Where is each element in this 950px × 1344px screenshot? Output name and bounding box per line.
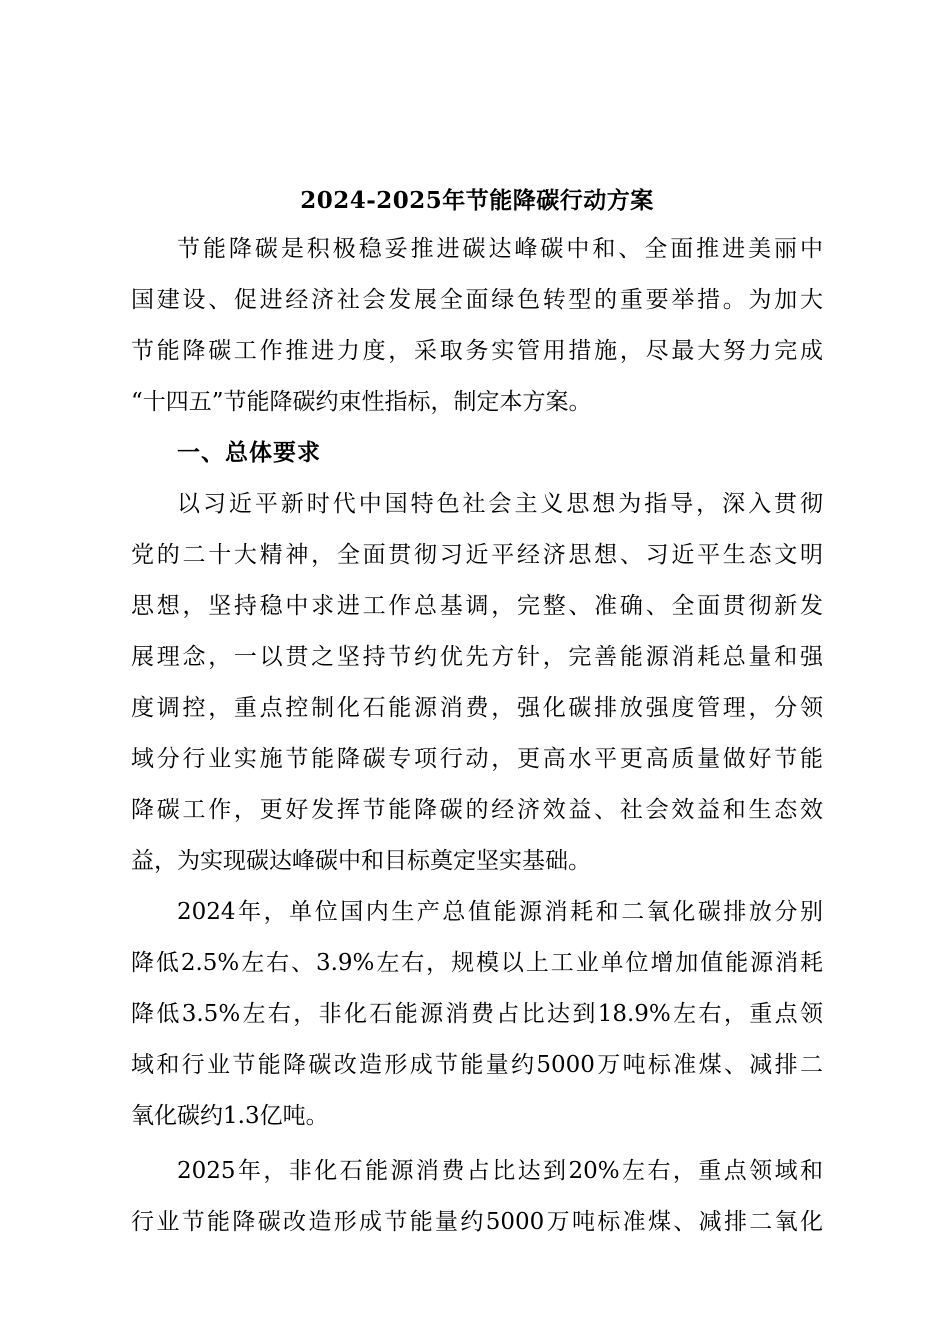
paragraph-line: 域和行业节能降碳改造形成节能量约5000万吨标准煤、减排二 [131, 1052, 823, 1078]
paragraph-line: 降低3.5%左右，非化石能源消费占比达到18.9%左右，重点领 [131, 1001, 823, 1027]
targets-2025-paragraph [131, 1146, 823, 1248]
paragraph-line: 益，为实现碳达峰碳中和目标奠定坚实基础。 [131, 848, 591, 874]
section-heading: 一、总体要求 [177, 440, 321, 466]
paragraph-line: 节能降碳是积极稳妥推进碳达峰碳中和、全面推进美丽中 [177, 236, 823, 262]
paragraph-line: 降低2.5%左右、3.9%左右，规模以上工业单位增加值能源消耗 [131, 950, 823, 976]
paragraph-line: 氧化碳约1.3亿吨。 [131, 1103, 329, 1129]
document-title: 2024-2025年节能降碳行动方案 [300, 187, 654, 214]
document-body [131, 178, 823, 1248]
paragraph-line: 以习近平新时代中国特色社会主义思想为指导，深入贯彻 [177, 491, 823, 517]
paragraph-line: 党的二十大精神，全面贯彻习近平经济思想、习近平生态文明 [131, 542, 823, 568]
paragraph-line: 展理念，一以贯之坚持节约优先方针，完善能源消耗总量和强 [131, 644, 823, 670]
paragraph-line: 降碳工作，更好发挥节能降碳的经济效益、社会效益和生态效 [131, 797, 823, 823]
paragraph-line: 思想，坚持稳中求进工作总基调，完整、准确、全面贯彻新发 [131, 593, 823, 619]
guiding-principles-paragraph [131, 479, 823, 887]
intro-paragraph [131, 224, 823, 428]
paragraph-line: 节能降碳工作推进力度，采取务实管用措施，尽最大努力完成 [131, 338, 823, 364]
paragraph-line: 2025年，非化石能源消费占比达到20%左右，重点领域和 [177, 1158, 823, 1184]
paragraph-line: “十四五”节能降碳约束性指标，制定本方案。 [131, 389, 592, 415]
paragraph-line: 域分行业实施节能降碳专项行动，更高水平更高质量做好节能 [131, 746, 823, 772]
paragraph-line: 度调控，重点控制化石能源消费，强化碳排放强度管理，分领 [131, 695, 823, 721]
paragraph-line: 2024年，单位国内生产总值能源消耗和二氧化碳排放分别 [177, 899, 823, 925]
paragraph-line: 行业节能降碳改造形成节能量约5000万吨标准煤、减排二氧化 [131, 1209, 823, 1235]
targets-2024-paragraph [131, 887, 823, 1142]
paragraph-line: 国建设、促进经济社会发展全面绿色转型的重要举措。为加大 [131, 287, 823, 313]
